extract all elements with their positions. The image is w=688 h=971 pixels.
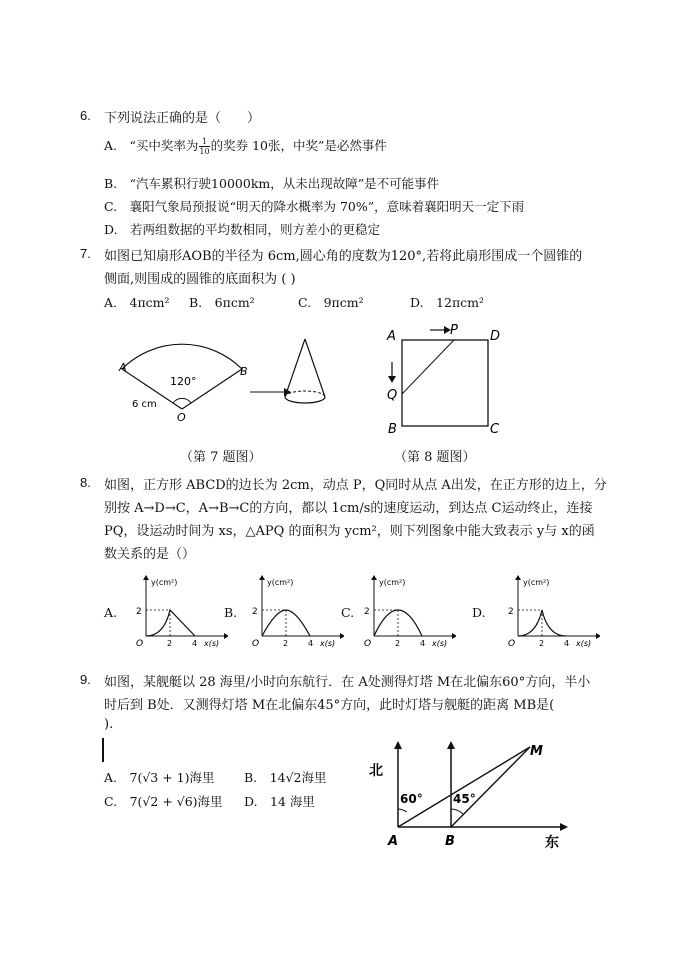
- q7-option-a: A. 4πcm²: [104, 295, 170, 310]
- point-b-label: B: [445, 834, 455, 849]
- graph-y-tick: 2: [364, 607, 370, 617]
- q8-option-d-graph: [496, 574, 600, 650]
- graph-origin: O: [364, 639, 372, 649]
- q7-sector-cone-figure: [110, 325, 360, 425]
- q8-line2: 别按 A→D→C，A→B→C的方向，都以 1cm/s的速度运动，到达点 C运动终止，连接: [104, 501, 593, 516]
- graph-x-tick-2: 2: [283, 639, 289, 648]
- sector-label-b: B: [240, 365, 248, 378]
- north-label: 北: [369, 763, 383, 779]
- east-arrow: [560, 823, 568, 831]
- graph-x-tick-2: 2: [167, 639, 173, 648]
- q6-option-a-post: 的奖券 10张，中奖”是必然事件: [210, 138, 387, 153]
- q7-option-d: D. 12πcm²: [410, 295, 485, 310]
- q9-option-d: D. 14 海里: [244, 794, 315, 809]
- square-label-a: A: [387, 329, 396, 344]
- cone-base-front: [285, 397, 325, 403]
- q7-number: 7.: [80, 246, 91, 261]
- angle-arc-60: [398, 809, 407, 812]
- sector-angle-label: 120°: [170, 375, 197, 388]
- graph-y-label: y(cm²): [151, 578, 178, 587]
- square-label-p: P: [450, 323, 458, 338]
- sector-label-a: A: [119, 361, 127, 374]
- graph-y-tick: 2: [136, 607, 142, 617]
- east-label: 东: [545, 835, 559, 851]
- q9-line3: ).: [104, 717, 114, 732]
- q9-option-c: C. 7(√2 + √6)海里: [104, 794, 223, 809]
- q7-line1: 如图已知扇形AOB的半径为 6cm,圆心角的度数为120°,若将此扇形围成一个圆锥的: [104, 249, 583, 264]
- square-label-b: B: [388, 422, 397, 435]
- sector-label-o: O: [177, 411, 186, 424]
- graph-y-label: y(cm²): [523, 578, 550, 587]
- q8-line3: PQ，设运动时间为 xs，△APQ 的面积为 ycm²，则下列图象中能大致表示 y与 x的函: [104, 524, 595, 539]
- graph-x-tick-4: 4: [192, 639, 198, 648]
- q8-line1: 如图，正方形 ABCD的边长为 2cm，动点 P，Q同时从点 A出发，在正方形的边上，分: [104, 478, 607, 493]
- q6-option-b: B. “汽车累积行驶10000km，从未出现故障”是不可能事件: [104, 176, 440, 191]
- point-a-label: A: [388, 834, 399, 849]
- graph-y-tick: 2: [508, 607, 514, 617]
- q8-option-c-graph: [352, 574, 456, 650]
- fraction-denominator: 10: [199, 147, 210, 156]
- angle-arc: [173, 398, 191, 403]
- cone-base-back: [285, 391, 325, 397]
- square-label-c: C: [490, 422, 500, 435]
- q7-option-c: C. 9πcm²: [298, 295, 364, 310]
- q8-option-b-graph: [240, 574, 344, 650]
- q8-caption: （第 8 题图）: [394, 450, 476, 465]
- graph-y-label: y(cm²): [267, 578, 294, 587]
- graph-y-tick: 2: [252, 607, 258, 617]
- graph-x-label: x(s): [432, 639, 448, 648]
- q9-line2: 时后到 B处．又测得灯塔 M在北偏东45°方向，此时灯塔与舰艇的距离 MB是(: [104, 698, 555, 713]
- q9-line1: 如图，某舰艇以 28 海里/小时向东航行．在 A处测得灯塔 M在北偏东60°方向，半小: [104, 675, 591, 690]
- q8-square-figure: [380, 320, 510, 435]
- graph-origin: O: [508, 639, 516, 649]
- square-label-d: D: [490, 329, 501, 344]
- cone-right-edge: [305, 339, 325, 397]
- q6-option-d: D. 若两组数据的平均数相同，则方差小的更稳定: [104, 222, 381, 237]
- q8-number: 8.: [80, 475, 91, 490]
- graph-y-label: y(cm²): [379, 578, 406, 587]
- q6-stem: 下列说法正确的是（ ）: [104, 111, 261, 126]
- north-arrow-b: [447, 741, 455, 749]
- north-arrow-a: [394, 741, 402, 749]
- sector-radius-label: 6 cm: [132, 399, 157, 410]
- graph-x-tick-4: 4: [308, 639, 314, 648]
- q6-option-c: C. 襄阳气象局预报说“明天的降水概率为 70%”，意味着襄阳明天一定下雨: [104, 199, 525, 214]
- square-label-q: Q: [387, 388, 398, 403]
- q9-number: 9.: [80, 672, 91, 687]
- q8-option-c-label: C.: [341, 605, 355, 620]
- graph-x-label: x(s): [576, 639, 592, 648]
- arrow-q-head: [388, 376, 396, 383]
- graph-origin: O: [136, 639, 144, 649]
- graph-origin: O: [252, 639, 260, 649]
- q6-option-a: [104, 136, 387, 156]
- q7-option-b: B. 6πcm²: [189, 295, 255, 310]
- q9-option-b: B. 14√2海里: [244, 770, 327, 785]
- graph-x-tick-2: 2: [539, 639, 545, 648]
- text-cursor: [102, 738, 104, 762]
- fraction-numerator: 1: [199, 137, 209, 147]
- point-m-label: M: [530, 744, 543, 759]
- segment-pq: [402, 340, 454, 394]
- sector-arc: [122, 344, 242, 369]
- q8-option-a-graph: [124, 574, 228, 650]
- graph-x-label: x(s): [204, 639, 220, 648]
- q9-bearing-figure: [360, 735, 575, 855]
- q7-caption: （第 7 题图）: [180, 450, 262, 465]
- angle-60-label: 60°: [400, 792, 423, 806]
- q8-option-d-label: D.: [472, 605, 486, 620]
- angle-arc-45: [451, 809, 463, 814]
- line-am: [398, 747, 530, 827]
- q9-option-a: A. 7(√3 + 1)海里: [104, 770, 215, 785]
- square-abcd: [402, 340, 488, 426]
- q8-line4: 数关系的是（）: [104, 547, 196, 562]
- q6-option-a-pre: A. “买中奖率为: [104, 138, 199, 153]
- graph-x-label: x(s): [320, 639, 336, 648]
- fraction: [199, 137, 209, 156]
- q8-option-b-label: B.: [224, 605, 238, 620]
- q7-line2: 侧面,则围成的圆锥的底面积为 ( ): [104, 272, 296, 287]
- cone-left-edge: [285, 339, 305, 397]
- q8-option-a-label: A.: [104, 605, 118, 620]
- graph-x-tick-4: 4: [564, 639, 570, 648]
- graph-x-tick-4: 4: [420, 639, 426, 648]
- angle-45-label: 45°: [453, 792, 476, 806]
- graph-curve: [146, 610, 195, 636]
- q6-number: 6.: [80, 108, 91, 123]
- graph-x-tick-2: 2: [395, 639, 401, 648]
